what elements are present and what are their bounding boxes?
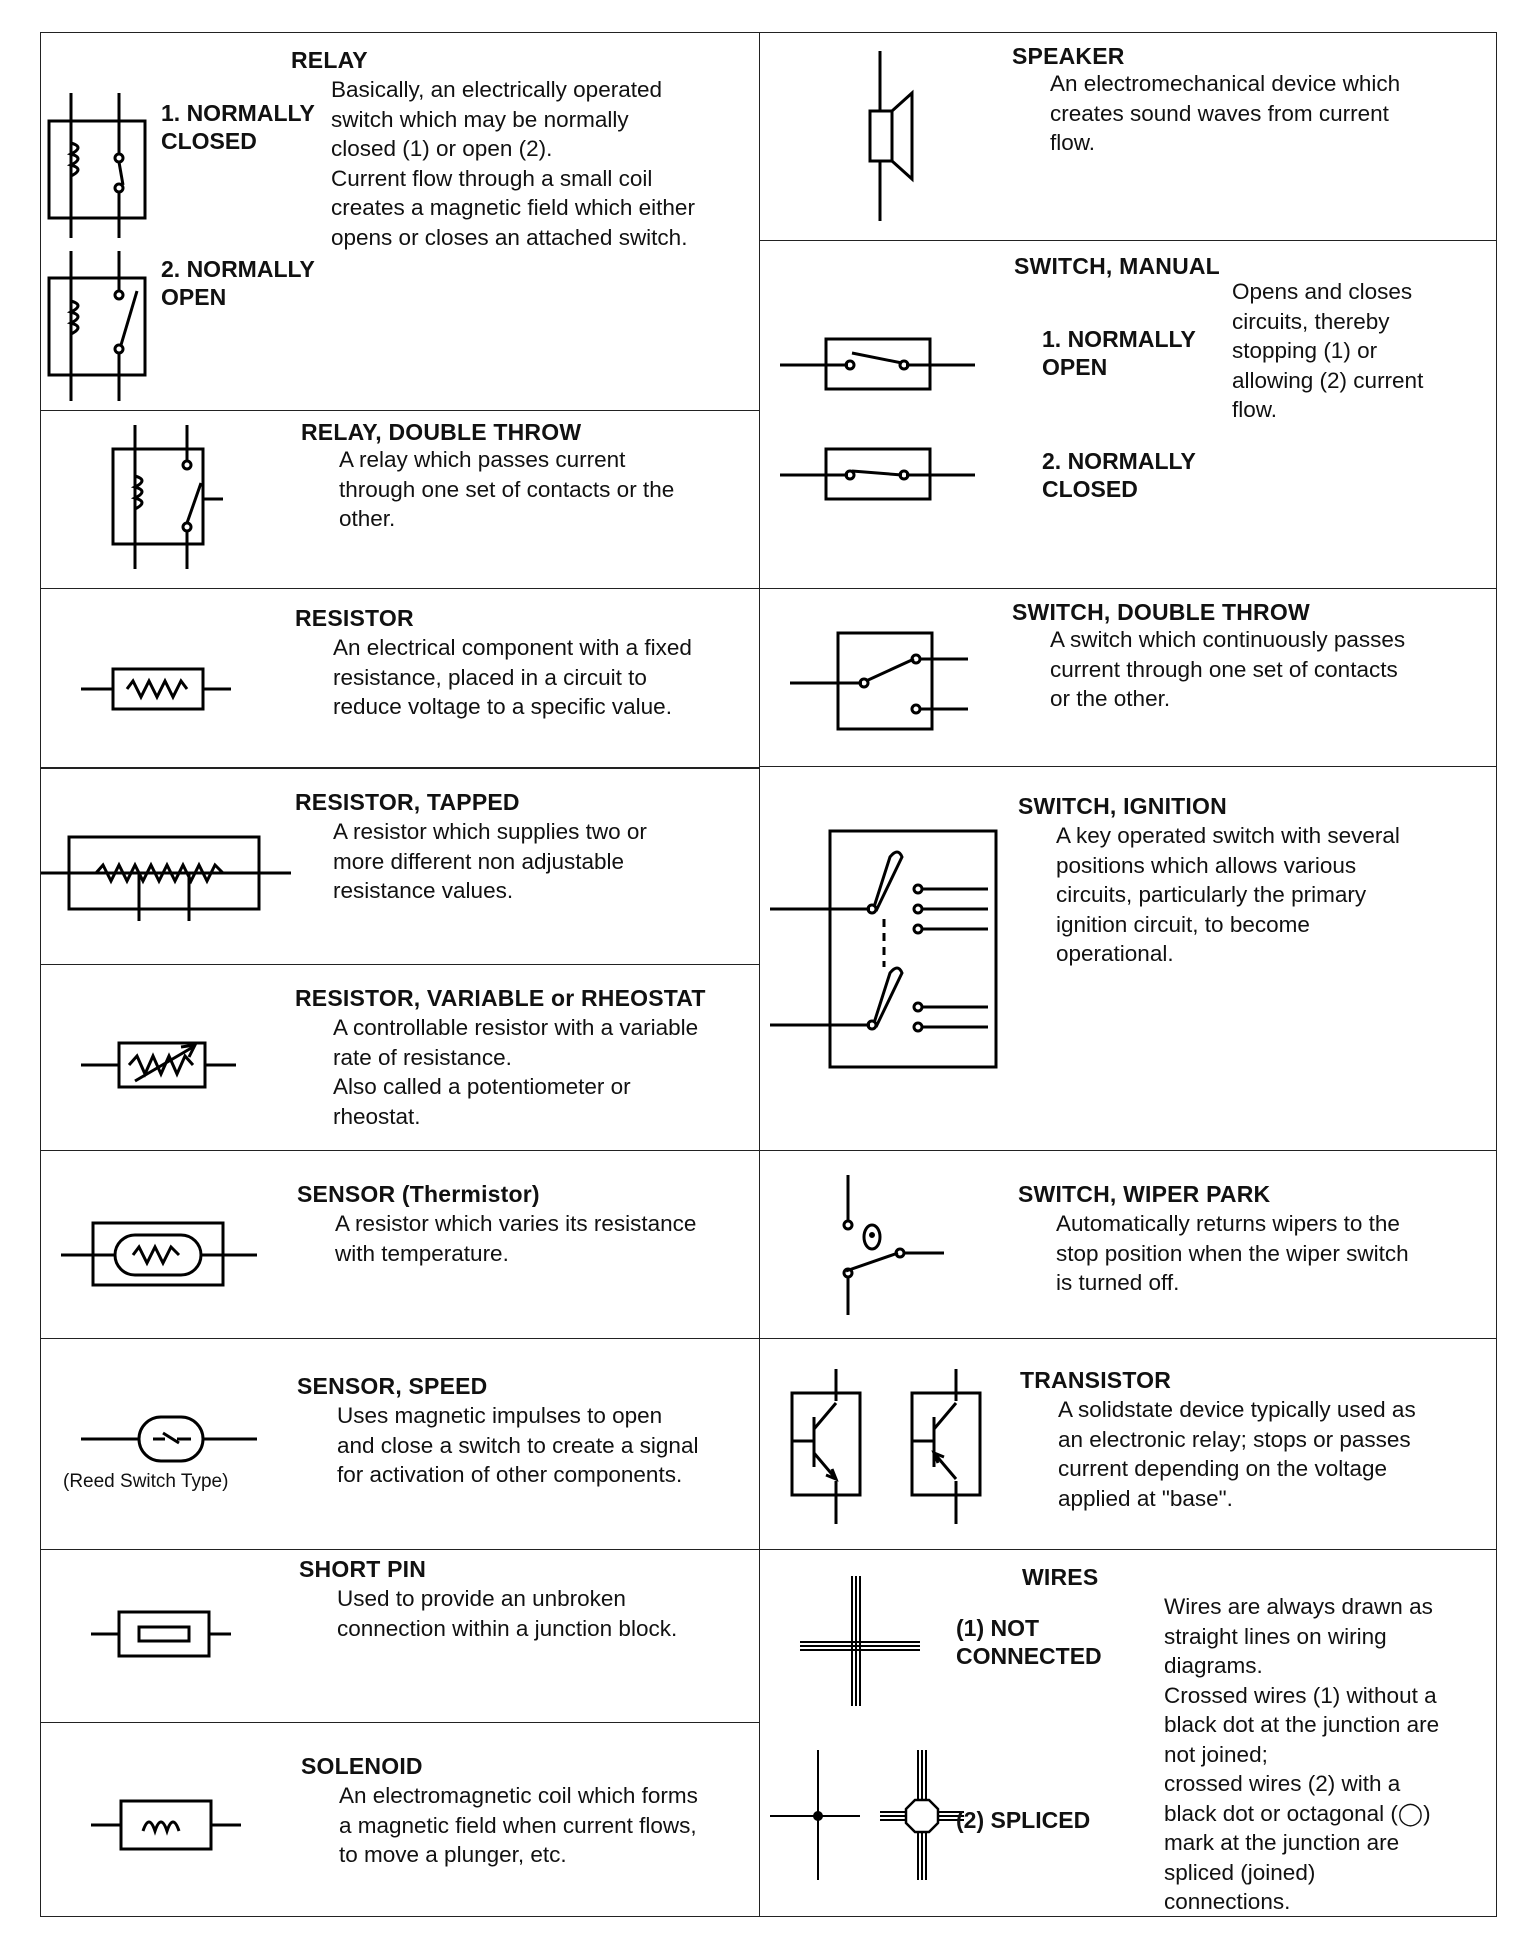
wiper-park-switch-symbol <box>820 1175 960 1335</box>
relay-double-throw-description: A relay which passes current through one set of contacts or the other. <box>339 447 675 531</box>
relay-title: RELAY <box>291 47 368 73</box>
wires-spliced-symbol <box>770 1750 970 1890</box>
switch-wiper-park-description: Automatically returns wipers to the stop position when the wiper switch is turned off. <box>1056 1211 1409 1295</box>
resistor-symbol <box>81 659 241 719</box>
resistor-title: RESISTOR <box>295 605 414 631</box>
switch-manual-label-normally-open: 1. NORMALLY OPEN <box>1042 326 1196 380</box>
reed-switch-caption: (Reed Switch Type) <box>63 1471 229 1492</box>
resistor-description: An electrical component with a fixed resistance, placed in a circuit to reduce voltage to a specific value. <box>333 635 692 719</box>
switch-ignition-title: SWITCH, IGNITION <box>1018 793 1227 819</box>
switch-manual-open-symbol <box>780 331 980 401</box>
cell-wires <box>759 1549 1497 1917</box>
sensor-thermistor-title: SENSOR (Thermistor) <box>297 1181 540 1207</box>
switch-manual-label-normally-closed: 2. NORMALLY CLOSED <box>1042 448 1196 502</box>
wires-description: Wires are always drawn as straight lines on wiring diagrams. Crossed wires (1) without a black dot at the junction are not joined; crossed wires (2) with a black dot or octagonal (◯) mark at the junction are spliced (joined) connections. <box>1164 1594 1440 1914</box>
relay-double-throw-title: RELAY, DOUBLE THROW <box>301 419 582 445</box>
cell-sensor-thermistor <box>40 1150 761 1340</box>
switch-wiper-park-title: SWITCH, WIPER PARK <box>1018 1181 1271 1207</box>
switch-manual-closed-symbol <box>780 441 980 511</box>
relay-label-normally-closed: 1. NORMALLY CLOSED <box>161 100 315 154</box>
cell-solenoid <box>40 1722 761 1917</box>
cell-switch-wiper-park <box>759 1150 1497 1340</box>
wires-title: WIRES <box>1022 1564 1099 1590</box>
wires-label-not-connected: (1) NOT CONNECTED <box>956 1615 1102 1669</box>
cell-switch-ignition <box>759 766 1497 1152</box>
switch-manual-title: SWITCH, MANUAL <box>1014 253 1220 279</box>
transistor-pnp-symbol <box>900 1369 1000 1539</box>
switch-double-throw-description: A switch which continuously passes current through one set of contacts or the other. <box>1050 627 1406 711</box>
relay-normally-closed-symbol <box>41 33 241 413</box>
relay-description: Basically, an electrically operated switch which may be normally closed (1) or open (2). Current flow through a small coil creates a magnetic field which either opens or closes an attached switch. <box>331 77 695 250</box>
cell-switch-double-throw <box>759 588 1497 768</box>
transistor-title: TRANSISTOR <box>1020 1367 1172 1393</box>
solenoid-symbol <box>91 1791 251 1861</box>
switch-manual-description: Opens and closes circuits, thereby stopping (1) or allowing (2) current flow. <box>1232 279 1424 422</box>
wires-not-connected-symbol <box>800 1576 930 1716</box>
short-pin-title: SHORT PIN <box>299 1556 427 1582</box>
speaker-title: SPEAKER <box>1012 43 1125 69</box>
sensor-thermistor-description: A resistor which varies its resistance with temperature. <box>335 1211 697 1266</box>
short-pin-symbol <box>91 1600 241 1670</box>
speaker-symbol <box>860 51 940 221</box>
cell-sensor-speed <box>40 1338 761 1551</box>
resistor-variable-description: A controllable resistor with a variable rate of resistance. Also called a potentiometer or rheostat. <box>333 1015 699 1129</box>
solenoid-description: An electromagnetic coil which forms a magnetic field when current flows, to move a plunger, etc. <box>339 1783 698 1867</box>
cell-speaker <box>759 32 1497 242</box>
relay-double-throw-symbol <box>101 411 261 591</box>
cell-short-pin <box>40 1549 761 1724</box>
cell-switch-manual <box>759 240 1497 590</box>
switch-double-throw-symbol <box>790 629 990 739</box>
short-pin-description: Used to provide an unbroken connection within a junction block. <box>337 1586 678 1641</box>
cell-transistor <box>759 1338 1497 1551</box>
solenoid-title: SOLENOID <box>301 1753 423 1779</box>
reed-switch-symbol <box>81 1405 261 1475</box>
switch-ignition-description: A key operated switch with several positions which allows various circuits, particularly the primary ignition circuit, to become operational. <box>1056 823 1400 966</box>
cell-relay <box>40 32 761 412</box>
cell-relay-double-throw <box>40 410 761 590</box>
resistor-tapped-symbol <box>41 769 301 967</box>
resistor-tapped-title: RESISTOR, TAPPED <box>295 789 520 815</box>
switch-double-throw-title: SWITCH, DOUBLE THROW <box>1012 599 1310 625</box>
sensor-speed-title: SENSOR, SPEED <box>297 1373 488 1399</box>
thermistor-symbol <box>61 1215 261 1295</box>
speaker-description: An electromechanical device which creates sound waves from current flow. <box>1050 71 1401 155</box>
cell-resistor <box>40 588 761 768</box>
transistor-npn-symbol <box>780 1369 880 1539</box>
resistor-tapped-description: A resistor which supplies two or more different non adjustable resistance values. <box>333 819 647 903</box>
ignition-switch-symbol <box>770 827 1040 1097</box>
transistor-description: A solidstate device typically used as an electronic relay; stops or passes current depending on the voltage applied at "base". <box>1058 1397 1416 1511</box>
wires-label-spliced: (2) SPLICED <box>956 1807 1091 1833</box>
resistor-variable-title: RESISTOR, VARIABLE or RHEOSTAT <box>295 985 706 1011</box>
sensor-speed-description: Uses magnetic impulses to open and close a switch to create a signal for activation of other components. <box>337 1403 699 1487</box>
cell-resistor-tapped <box>40 768 761 966</box>
rheostat-symbol <box>81 1025 241 1105</box>
cell-resistor-variable <box>40 964 761 1152</box>
relay-label-normally-open: 2. NORMALLY OPEN <box>161 256 315 310</box>
